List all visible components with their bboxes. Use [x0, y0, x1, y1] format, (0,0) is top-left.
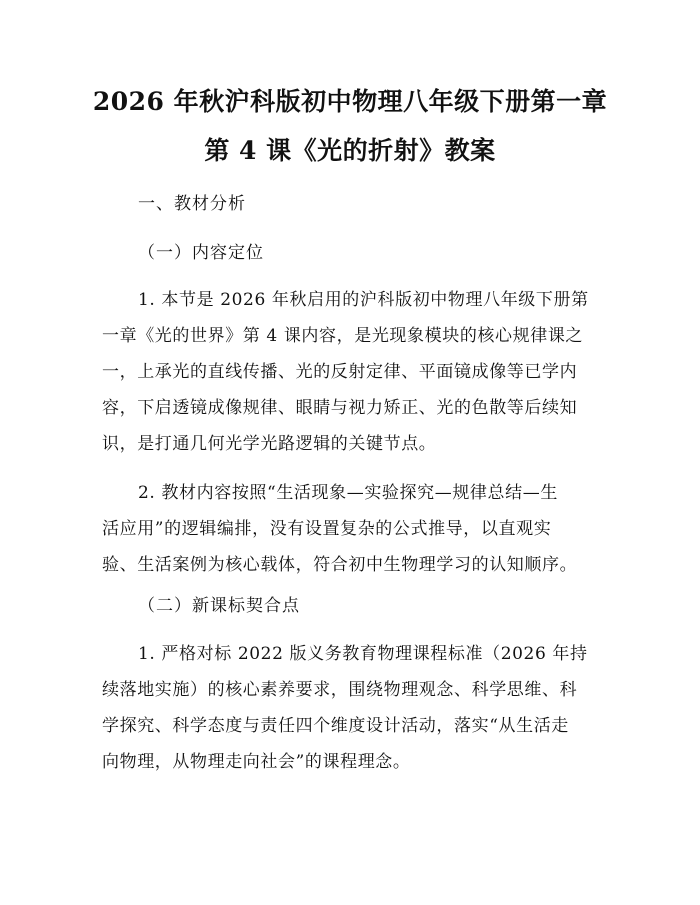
paragraph-line: 1. 严格对标 2022 版义务教育物理课程标准（2026 年持	[138, 644, 588, 664]
paragraph-line: 验、生活案例为核心载体，符合初中生物理学习的认知顺序。	[102, 555, 578, 575]
paragraph-line: 续落地实施）的核心素养要求，围绕物理观念、科学思维、科	[102, 680, 578, 700]
paragraph-line: 1. 本节是 2026 年秋启用的沪科版初中物理八年级下册第	[138, 290, 589, 310]
paragraph-line: 活应用”的逻辑编排，没有设置复杂的公式推导，以直观实	[102, 519, 552, 539]
paragraph-1	[102, 282, 602, 462]
document-title-line-1: 2026 年秋沪科版初中物理八年级下册第一章	[92, 87, 608, 116]
paragraph-3	[102, 636, 602, 780]
subsection-heading-content-positioning: （一）内容定位	[138, 243, 264, 263]
section-heading-teaching-material-analysis: 一、教材分析	[138, 194, 246, 214]
paragraph-line: 一，上承光的直线传播、光的反射定律、平面镜成像等已学内	[102, 362, 578, 382]
paragraph-line: 向物理，从物理走向社会”的课程理念。	[102, 752, 411, 772]
paragraph-line: 2. 教材内容按照“生活现象—实验探究—规律总结—生	[138, 483, 558, 503]
paragraph-2	[102, 475, 602, 583]
paragraph-line: 一章《光的世界》第 4 课内容，是光现象模块的核心规律课之	[102, 326, 584, 346]
paragraph-line: 识，是打通几何光学光路逻辑的关键节点。	[102, 434, 437, 454]
paragraph-line: 容，下启透镜成像规律、眼睛与视力矫正、光的色散等后续知	[102, 398, 578, 418]
paragraph-line: 学探究、科学态度与责任四个维度设计活动，落实“从生活走	[102, 716, 569, 736]
document-title-line-2: 第 4 课《光的折射》教案	[204, 136, 496, 165]
subsection-heading-new-curriculum-alignment: （二）新课标契合点	[138, 596, 300, 616]
